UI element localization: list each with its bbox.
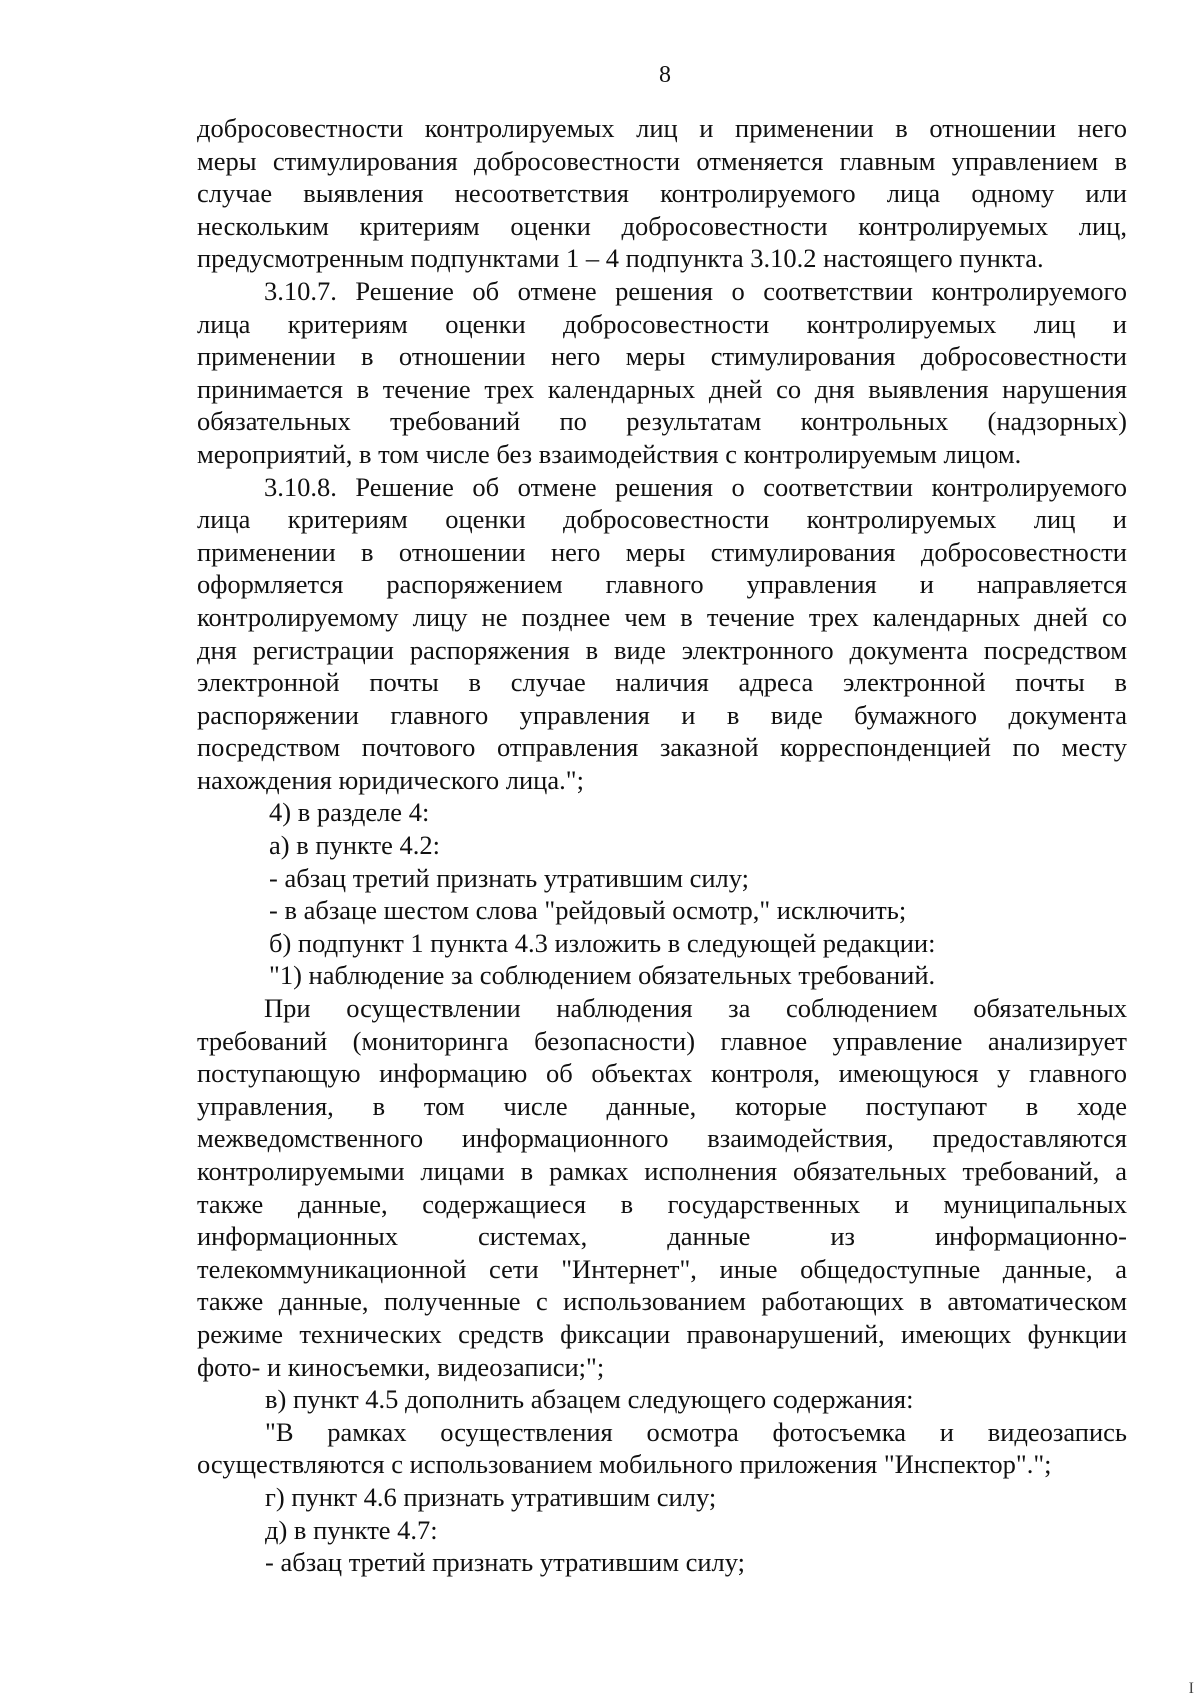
text-line: поступающую информацию об объектах контроля, имеющуюся у главного	[197, 1058, 1127, 1089]
text-line: - абзац третий признать утратившим силу;	[265, 1547, 746, 1578]
text-line: лица критериям оценки добросовестности контролируемых лиц и	[197, 308, 1127, 339]
text-line: предусмотренным подпунктами 1 – 4 подпункта 3.10.2 настоящего пункта.	[197, 243, 1044, 274]
document-body	[197, 112, 1127, 1579]
text-line: также данные, полученные с использованием работающих в автоматическом	[197, 1286, 1127, 1317]
text-line: требований (мониторинга безопасности) главное управление анализирует	[197, 1025, 1127, 1056]
text-line: режиме технических средств фиксации правонарушений, имеющих функции	[197, 1318, 1127, 1349]
text-line: 3.10.7. Решение об отмене решения о соответствии контролируемого	[264, 275, 1127, 306]
text-line: применении в отношении него меры стимулирования добросовестности	[197, 536, 1127, 567]
text-line: принимается в течение трех календарных дней со дня выявления нарушения	[197, 373, 1127, 404]
text-line: д) в пункте 4.7:	[265, 1514, 438, 1545]
text-line: посредством почтового отправления заказной корреспонденцией по месту	[197, 732, 1127, 763]
text-line: "1) наблюдение за соблюдением обязательных требований.	[269, 960, 936, 991]
text-line: также данные, содержащиеся в государственных и муниципальных	[197, 1188, 1127, 1219]
text-line: г) пункт 4.6 признать утратившим силу;	[265, 1481, 717, 1512]
text-line: в) пункт 4.5 дополнить абзацем следующего содержания:	[265, 1384, 914, 1415]
text-line: информационных системах, данные из информационно-	[197, 1221, 1127, 1252]
text-line: дня регистрации распоряжения в виде электронного документа посредством	[197, 634, 1127, 665]
edge-mark: I	[1188, 1680, 1194, 1697]
text-line: При осуществлении наблюдения за соблюдением обязательных	[264, 993, 1127, 1024]
text-line: фото- и киносъемки, видеозаписи;";	[197, 1351, 605, 1382]
text-line: нескольким критериям оценки добросовестности контролируемых лиц,	[197, 210, 1127, 241]
text-line: телекоммуникационной сети "Интернет", иные общедоступные данные, а	[197, 1253, 1127, 1284]
text-line: обязательных требований по результатам контрольных (надзорных)	[197, 406, 1127, 437]
text-line: - в абзаце шестом слова "рейдовый осмотр," исключить;	[269, 895, 907, 926]
text-line: 4) в разделе 4:	[269, 797, 430, 828]
text-line: а) в пункте 4.2:	[269, 830, 440, 861]
text-line: межведомственного информационного взаимодействия, предоставляются	[197, 1123, 1127, 1154]
text-line: "В рамках осуществления осмотра фотосъемка и видеозапись	[265, 1416, 1127, 1447]
text-line: электронной почты в случае наличия адреса электронной почты в	[197, 667, 1127, 698]
text-line: - абзац третий признать утратившим силу;	[269, 862, 750, 893]
text-line: оформляется распоряжением главного управления и направляется	[197, 569, 1127, 600]
text-line: контролируемыми лицами в рамках исполнения обязательных требований, а	[197, 1156, 1127, 1186]
text-line: нахождения юридического лица.";	[197, 764, 584, 795]
text-line: лица критериям оценки добросовестности контролируемых лиц и	[197, 504, 1127, 535]
text-line: б) подпункт 1 пункта 4.3 изложить в следующей редакции:	[269, 927, 936, 958]
text-line: мероприятий, в том числе без взаимодействия с контролируемым лицом.	[197, 438, 1022, 469]
text-line: управления, в том числе данные, которые поступают в ходе	[197, 1090, 1127, 1121]
text-line: контролируемому лицу не позднее чем в течение трех календарных дней со	[197, 601, 1127, 632]
text-line: меры стимулирования добросовестности отменяется главным управлением в	[197, 145, 1127, 176]
page-number: 8	[659, 62, 671, 88]
text-line: 3.10.8. Решение об отмене решения о соответствии контролируемого	[264, 471, 1127, 502]
text-line: осуществляются с использованием мобильного приложения "Инспектор".";	[197, 1449, 1052, 1480]
text-line: распоряжении главного управления и в виде бумажного документа	[197, 699, 1127, 730]
text-line: применении в отношении него меры стимулирования добросовестности	[197, 341, 1127, 372]
text-line: добросовестности контролируемых лиц и применении в отношении него	[197, 113, 1127, 143]
text-line: случае выявления несоответствия контролируемого лица одному или	[197, 178, 1127, 209]
